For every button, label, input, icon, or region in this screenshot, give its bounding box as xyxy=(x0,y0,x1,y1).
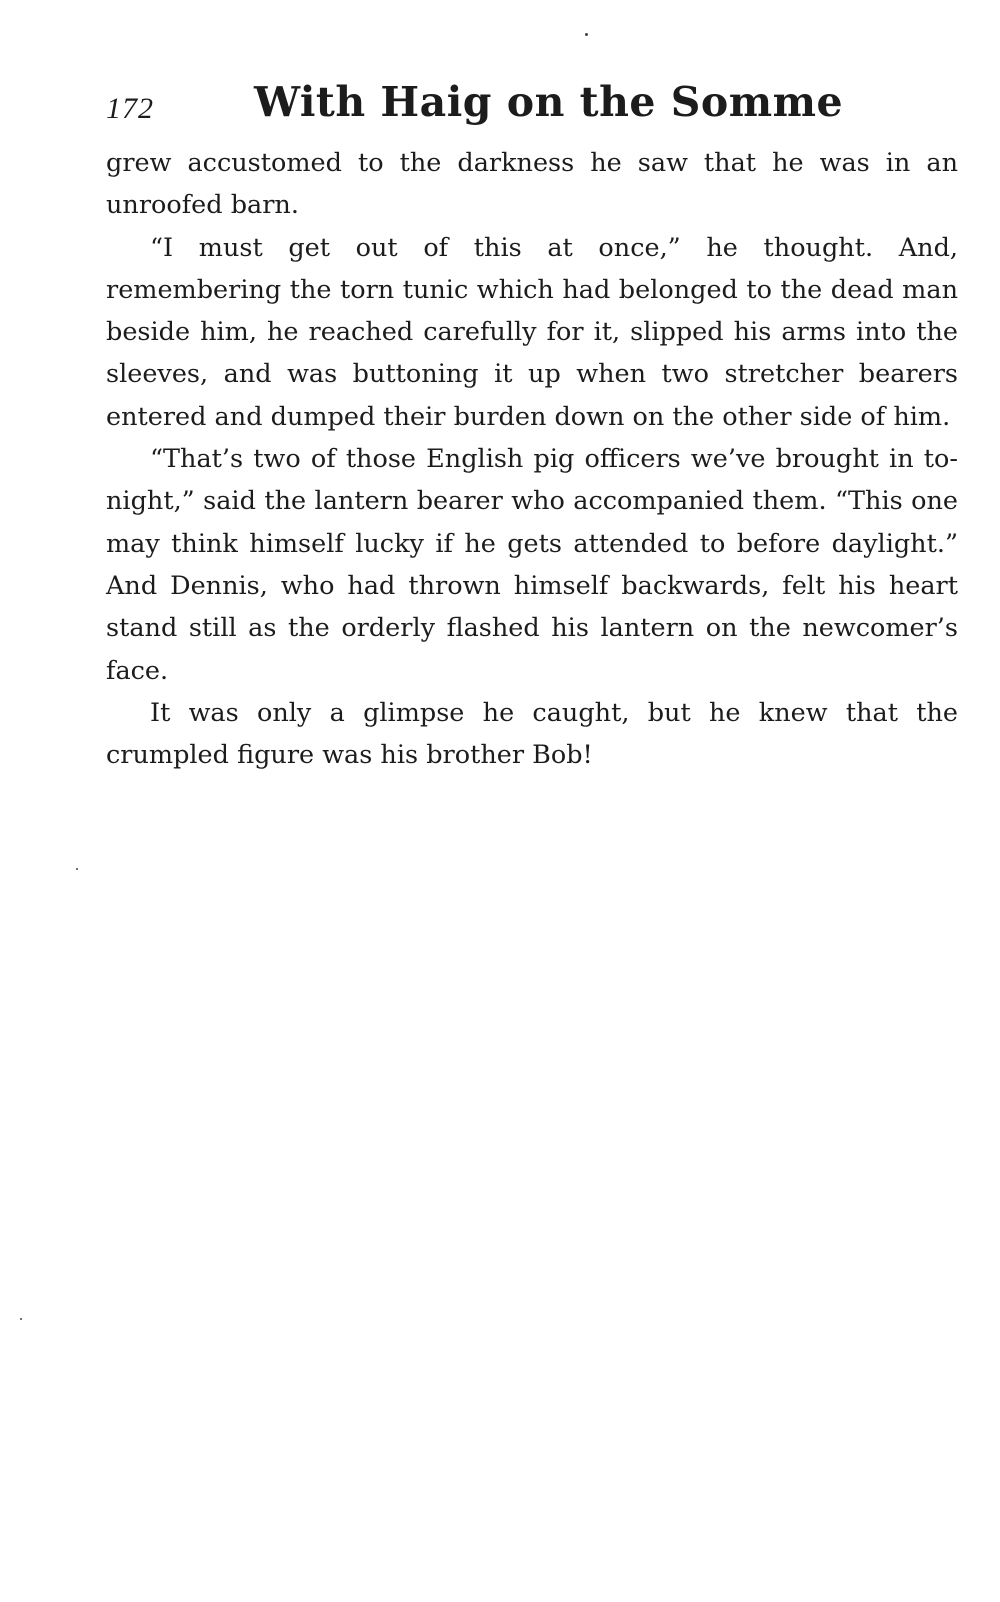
print-speck xyxy=(76,868,78,870)
running-title: With Haig on the Somme xyxy=(254,78,844,126)
paragraph: grew accustomed to the darkness he saw that he was in an unroofed barn. xyxy=(106,148,958,221)
body-text xyxy=(106,142,958,776)
running-head xyxy=(106,78,958,130)
paragraph: “That’s two of those English pig officers we’ve brought in to-night,” said the lantern bearer who accompanied them. “This one may think himself lucky if he gets attended to before daylight.” And Dennis, who had thrown himself backwards, felt his heart stand still as the orderly flashed his lantern on the newcomer’s face. xyxy=(106,444,958,686)
paragraph: It was only a glimpse he caught, but he knew that the crumpled figure was his brother Bob! xyxy=(106,697,958,771)
paragraph: “I must get out of this at once,” he thought. And, remembering the torn tunic which had belonged to the dead man beside him, he reached carefully for it, slipped his arms into the sleeves, and was buttoning it up when two stretcher bearers entered and dumped their burden down on the other side of him. xyxy=(106,232,958,432)
page-number: 172 xyxy=(106,92,154,125)
print-speck xyxy=(20,1318,22,1320)
print-speck xyxy=(585,33,588,36)
